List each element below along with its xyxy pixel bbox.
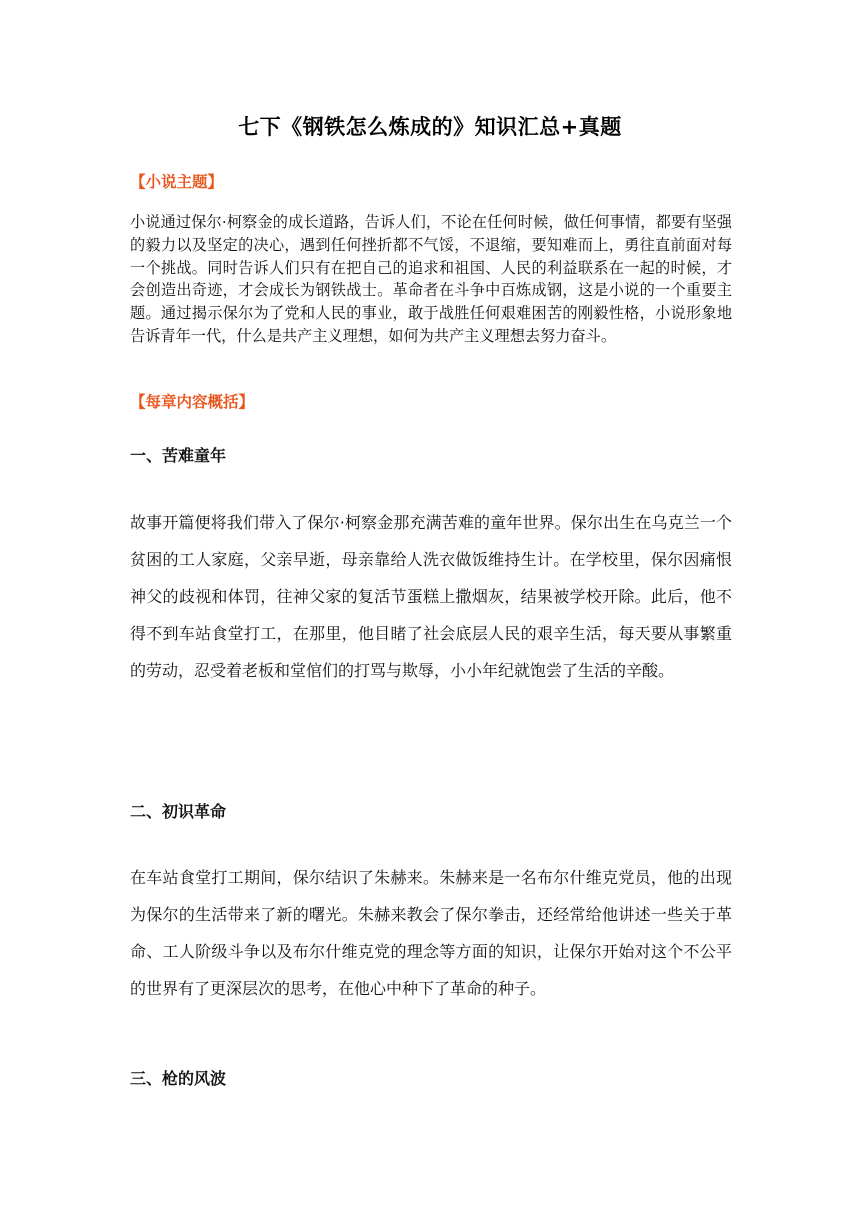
chapter-heading-2: 二、初识革命 xyxy=(130,802,227,821)
chapter-heading-1: 一、苦难童年 xyxy=(130,446,227,465)
chapter-paragraph-2: 在车站食堂打工期间，保尔结识了朱赫来。朱赫来是一名布尔什维克党员，他的出现为保尔的生活带来了新的曙光。朱赫来教会了保尔拳击，还经常给他讲述一些关于革命、工人阶级斗争以及布尔什维克党的理念等方面的知识，让保尔开始对这个不公平的世界有了更深层次的思考，在他心中种下了革命的种子。 xyxy=(130,868,732,998)
chapter-heading-3: 三、枪的风波 xyxy=(130,1069,227,1088)
chapter-paragraph-1: 故事开篇便将我们带入了保尔·柯察金那充满苦难的童年世界。保尔出生在乌克兰一个贫困的工人家庭，父亲早逝，母亲靠给人洗衣做饭维持生计。在学校里，保尔因痛恨神父的歧视和体罚，往神父家的复活节蛋糕上撒烟灰，结果被学校开除。此后，他不得不到车站食堂打工，在那里，他目睹了社会底层人民的艰辛生活，每天要从事繁重的劳动，忍受着老板和堂倌们的打骂与欺辱，小小年纪就饱尝了生活的辛酸。 xyxy=(130,513,732,680)
section-label-theme: 【小说主题】 xyxy=(130,173,224,191)
section-label-chapter-summary: 【每章内容概括】 xyxy=(130,393,255,411)
theme-paragraph: 小说通过保尔·柯察金的成长道路，告诉人们，不论在任何时候，做任何事情，都要有坚强的毅力以及坚定的决心，遇到任何挫折都不气馁，不退缩，要知难而上，勇往直前面对每一个挑战。同时告诉人们只有在把自己的追求和祖国、人民的利益联系在一起的时候，才会创造出奇迹，才会成长为钢铁战士。革命者在斗争中百炼成钢，这是小说的一个重要主题。通过揭示保尔为了党和人民的事业，敢于战胜任何艰难困苦的刚毅性格，小说形象地告诉青年一代，什么是共产主义理想，如何为共产主义理想去努力奋斗。 xyxy=(130,213,732,345)
document-title: 七下《钢铁怎么炼成的》知识汇总+真题 xyxy=(238,115,622,139)
